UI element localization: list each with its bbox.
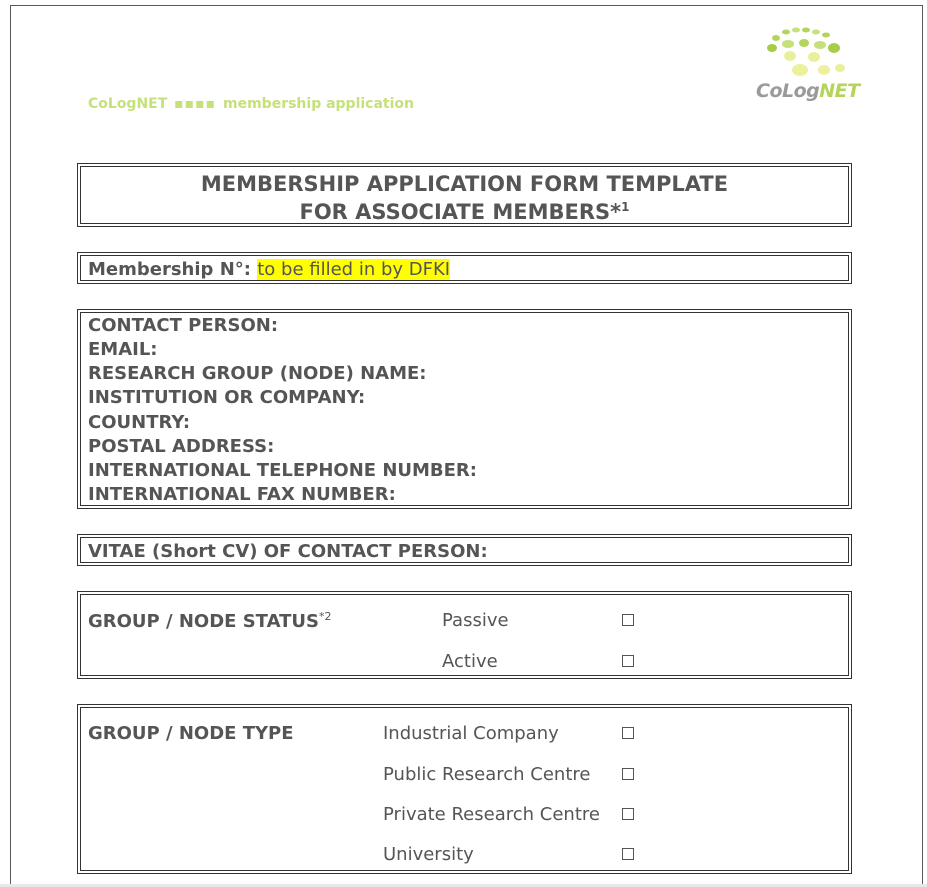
type-option-private-research-centre: Private Research Centre	[383, 804, 600, 825]
form-title-line1: MEMBERSHIP APPLICATION FORM TEMPLATE	[200, 172, 729, 196]
institution-field[interactable]: INSTITUTION OR COMPANY:	[88, 387, 366, 408]
type-public-research-centre-checkbox[interactable]	[622, 768, 634, 780]
membership-number-label: Membership N°:	[88, 259, 251, 280]
email-field[interactable]: EMAIL:	[88, 339, 158, 360]
form-title-line2	[78, 200, 851, 224]
header-text	[88, 96, 414, 112]
header-brand: CoLogNET	[88, 96, 168, 112]
vitae-label[interactable]: VITAE (Short CV) OF CONTACT PERSON:	[88, 541, 488, 562]
status-passive-checkbox[interactable]	[622, 614, 634, 626]
group-status-footnote: *2	[318, 610, 332, 623]
group-status-box	[77, 591, 852, 679]
group-status-label	[88, 610, 331, 632]
type-option-public-research-centre: Public Research Centre	[383, 764, 591, 785]
contact-details-box	[77, 309, 852, 509]
form-title-line2-text: FOR ASSOCIATE MEMBERS*	[299, 200, 622, 224]
membership-number-field	[88, 259, 450, 280]
fax-number-field[interactable]: INTERNATIONAL FAX NUMBER:	[88, 484, 396, 505]
type-university-checkbox[interactable]	[622, 848, 634, 860]
type-private-research-centre-checkbox[interactable]	[622, 808, 634, 820]
group-type-label: GROUP / NODE TYPE	[88, 723, 294, 744]
type-option-industrial-company: Industrial Company	[383, 723, 559, 744]
status-option-active: Active	[442, 651, 498, 672]
form-title-footnote: 1	[621, 200, 630, 214]
membership-number-box	[77, 252, 852, 284]
postal-address-field[interactable]: POSTAL ADDRESS:	[88, 436, 275, 457]
type-option-university: University	[383, 844, 474, 865]
type-industrial-company-checkbox[interactable]	[622, 727, 634, 739]
country-field[interactable]: COUNTRY:	[88, 412, 191, 433]
header-separator: ▪▪▪▪	[174, 96, 217, 112]
header-subtitle: membership application	[223, 96, 414, 112]
contact-person-field[interactable]: CONTACT PERSON:	[88, 315, 279, 336]
status-active-checkbox[interactable]	[622, 655, 634, 667]
logo-text-main: CoLog	[756, 80, 820, 102]
group-type-box	[77, 704, 852, 874]
group-status-label-text: GROUP / NODE STATUS	[88, 611, 319, 632]
logo-text-accent: NET	[819, 80, 860, 102]
status-option-passive: Passive	[442, 610, 509, 631]
vitae-box	[77, 534, 852, 566]
telephone-number-field[interactable]: INTERNATIONAL TELEPHONE NUMBER:	[88, 460, 477, 481]
research-group-name-field[interactable]: RESEARCH GROUP (NODE) NAME:	[88, 363, 427, 384]
membership-number-value[interactable]: to be filled in by DFKI	[257, 259, 451, 280]
form-title-box	[77, 163, 852, 227]
logo-wordmark	[756, 80, 860, 102]
